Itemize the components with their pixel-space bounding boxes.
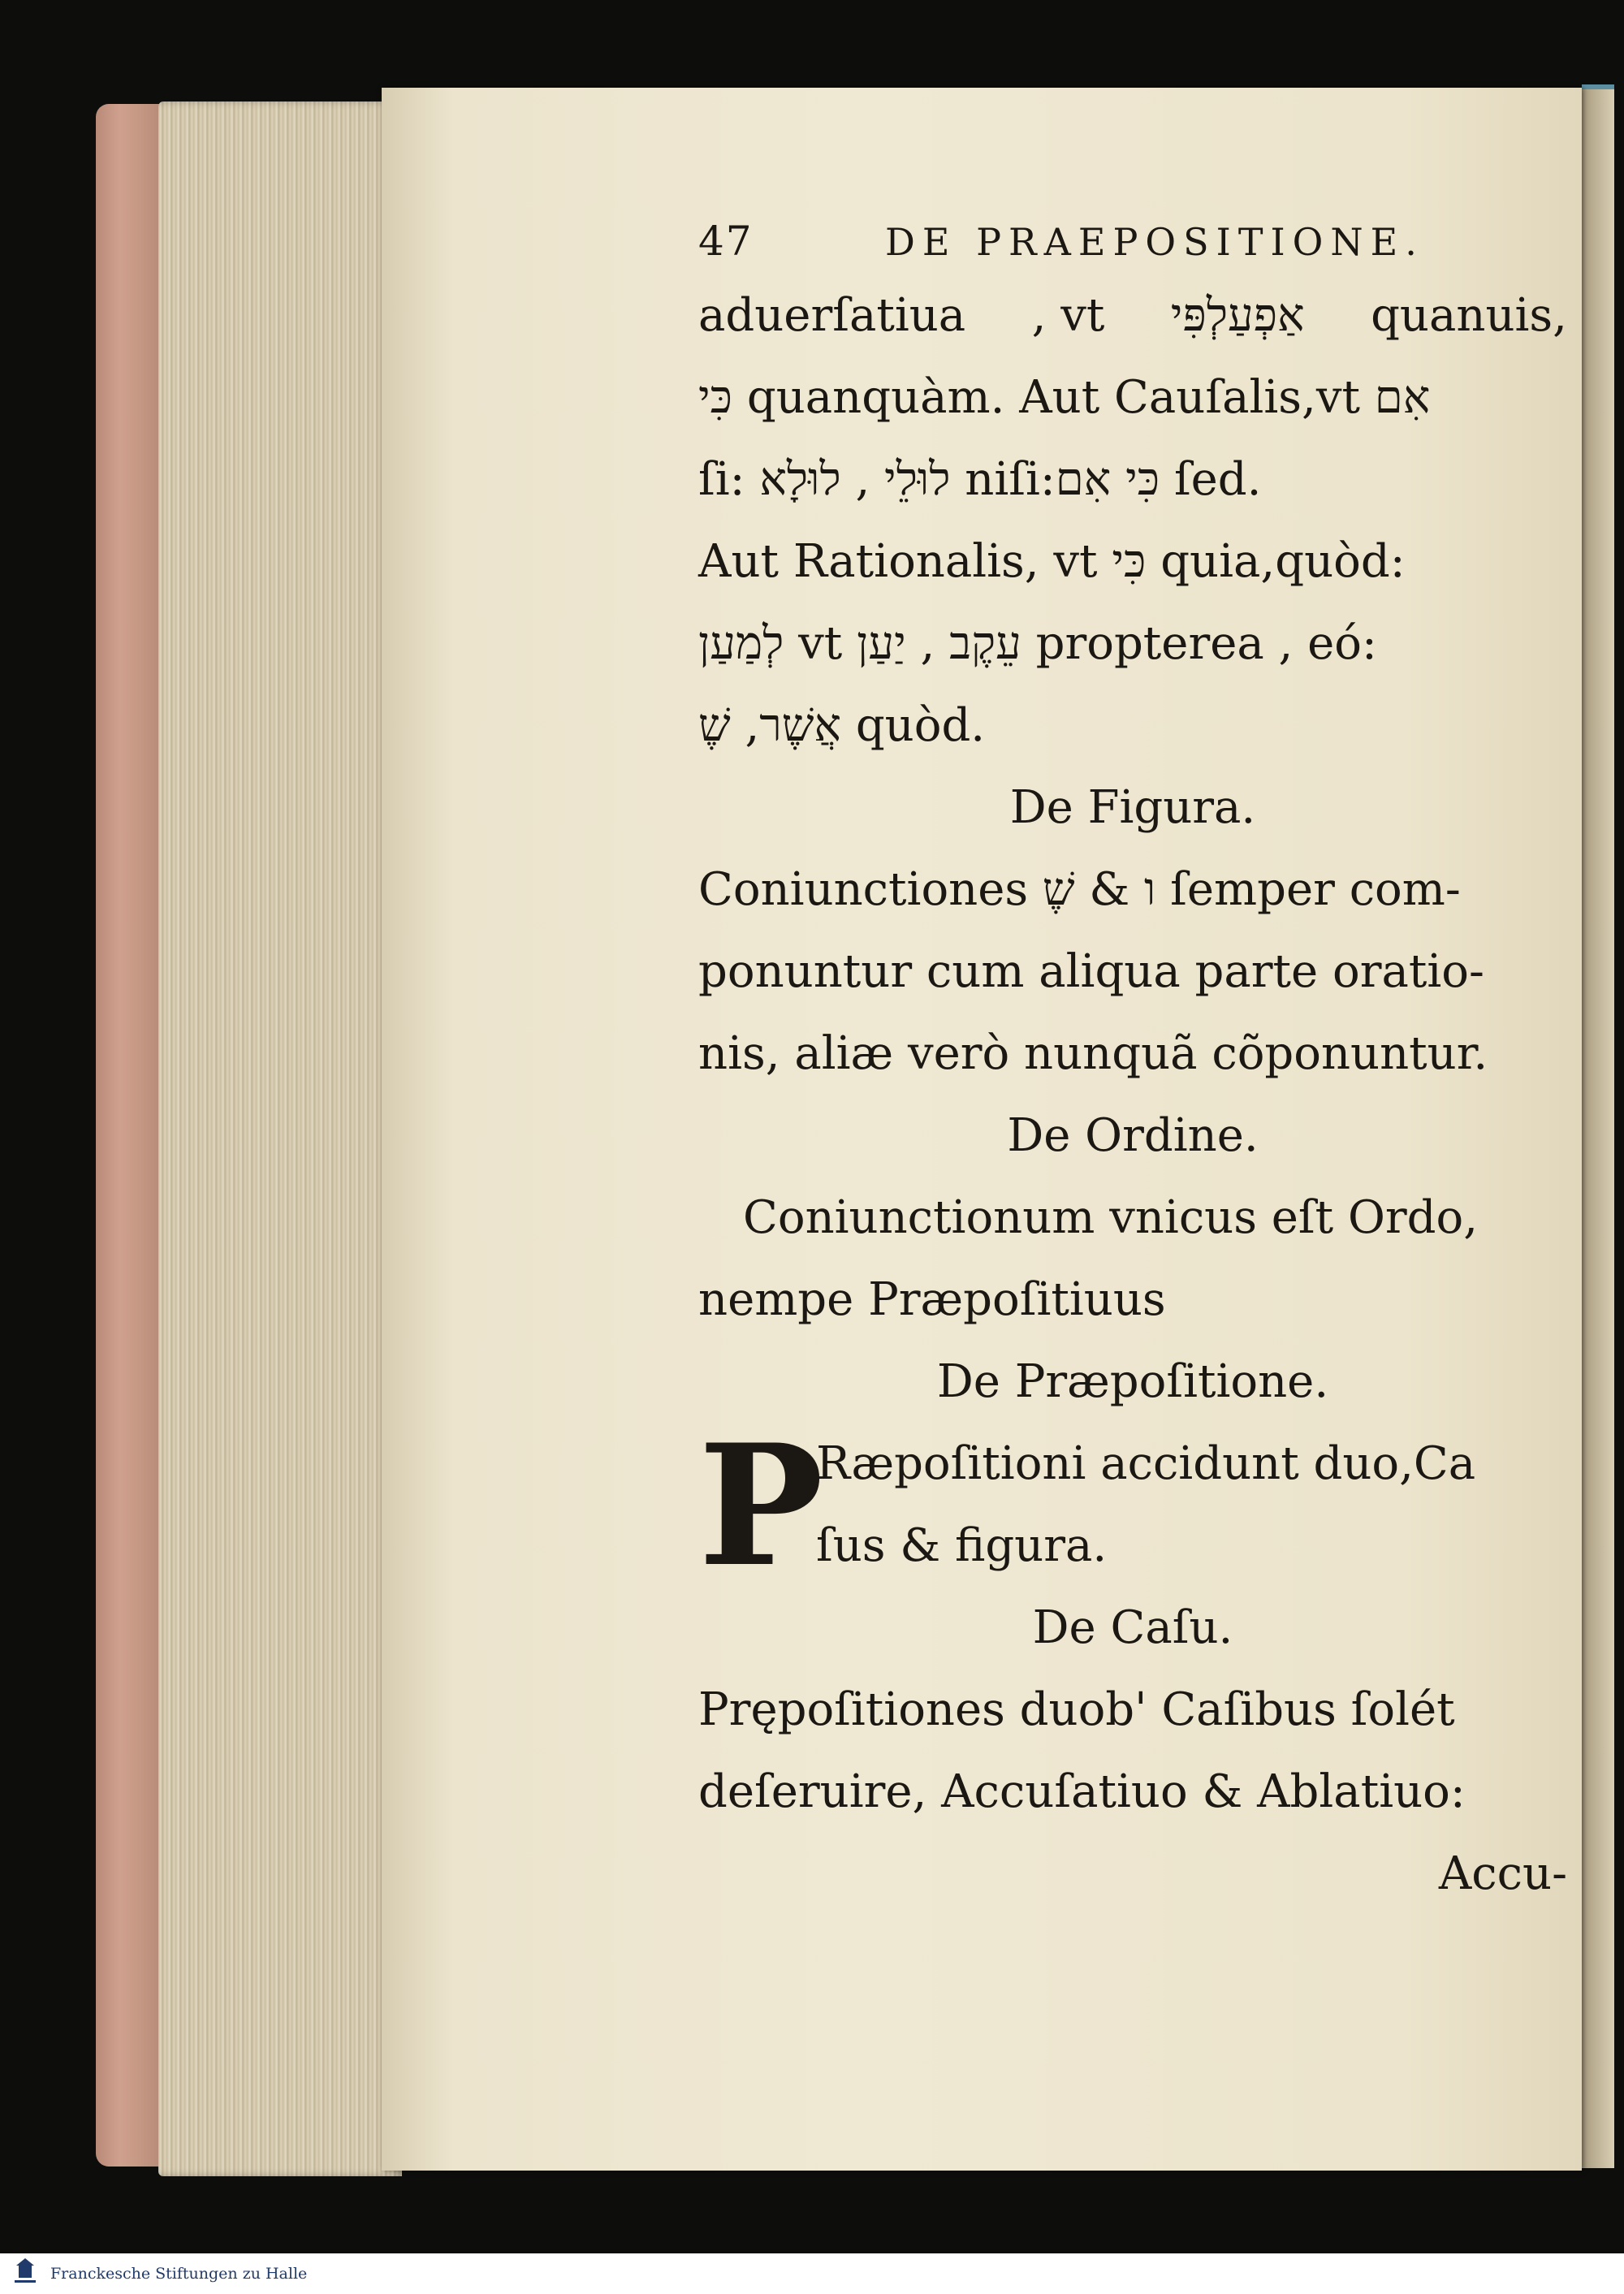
text-line-2: כִּי quanquàm. Aut Cauſalis,vt אִם [698, 371, 1431, 424]
institution-name: Franckesche Stiftungen zu Halle [50, 2265, 308, 2283]
hebrew-word: אַפְעַלְפִּי [1170, 289, 1305, 342]
adjacent-page-edge [1582, 89, 1614, 2168]
page-text [698, 218, 1567, 1915]
line-segment: , vt [1031, 289, 1105, 342]
page-header [698, 218, 1567, 274]
section-heading-casu: De Caſu. [1032, 1601, 1233, 1654]
paragraph-praepositione [698, 1409, 1567, 1604]
text-line-13: ſus & figura. [816, 1519, 1108, 1572]
text-line-9: nis, aliæ verò nunquã cõponuntur. [698, 1027, 1488, 1080]
viewer-footer [0, 2253, 1624, 2294]
text-line-12: Ræpoſitioni accidunt duo,Ca [816, 1437, 1476, 1490]
page-stack [158, 102, 402, 2176]
text-line-4: Aut Rationalis, vt כִּי quia,quòd: [698, 535, 1406, 588]
page-number: 47 [698, 218, 754, 265]
running-head: DE PRAEPOSITIONE. [885, 220, 1424, 264]
drop-cap: P [698, 1409, 824, 1604]
text-line-15: deſeruire, Accuſatiuo & Ablatiuo: [698, 1765, 1466, 1818]
text-line-1 [698, 274, 1567, 356]
line-segment: quanuis, [1371, 289, 1567, 342]
section-heading-ordine: De Ordine. [1007, 1109, 1259, 1162]
text-line-7: Coniunctiones ו & שֶׁ ſemper com- [698, 863, 1461, 916]
text-line-10: Coniunctionum vnicus eſt Ordo, [743, 1191, 1478, 1244]
text-line-11: nempe Præpoſitiuus [698, 1273, 1166, 1326]
section-heading-praepositione: De Præpoſitione. [936, 1355, 1329, 1408]
text-line-14: Prępoſitiones duob' Caſibus ſolét [698, 1683, 1455, 1736]
text-line-6: אֲשֶׁר, שֶׁ quòd. [698, 699, 986, 752]
catchword: Accu- [1438, 1847, 1567, 1900]
text-line-3: ſi: לוּלֵי , לוּלָא niſi:כִּי אִם ſed. [698, 453, 1262, 506]
text-line-8: ponuntur cum aliqua parte oratio- [698, 945, 1484, 998]
section-heading-figura: De Figura. [1009, 781, 1256, 834]
franckesche-stiftungen-logo-icon [13, 2258, 37, 2289]
line-segment: aduerſatiua [698, 289, 966, 342]
book-fore-edge [96, 104, 162, 2167]
text-line-5: לְמַעַן vt עֵקֶב , יַעַן propterea , eó: [698, 617, 1377, 670]
